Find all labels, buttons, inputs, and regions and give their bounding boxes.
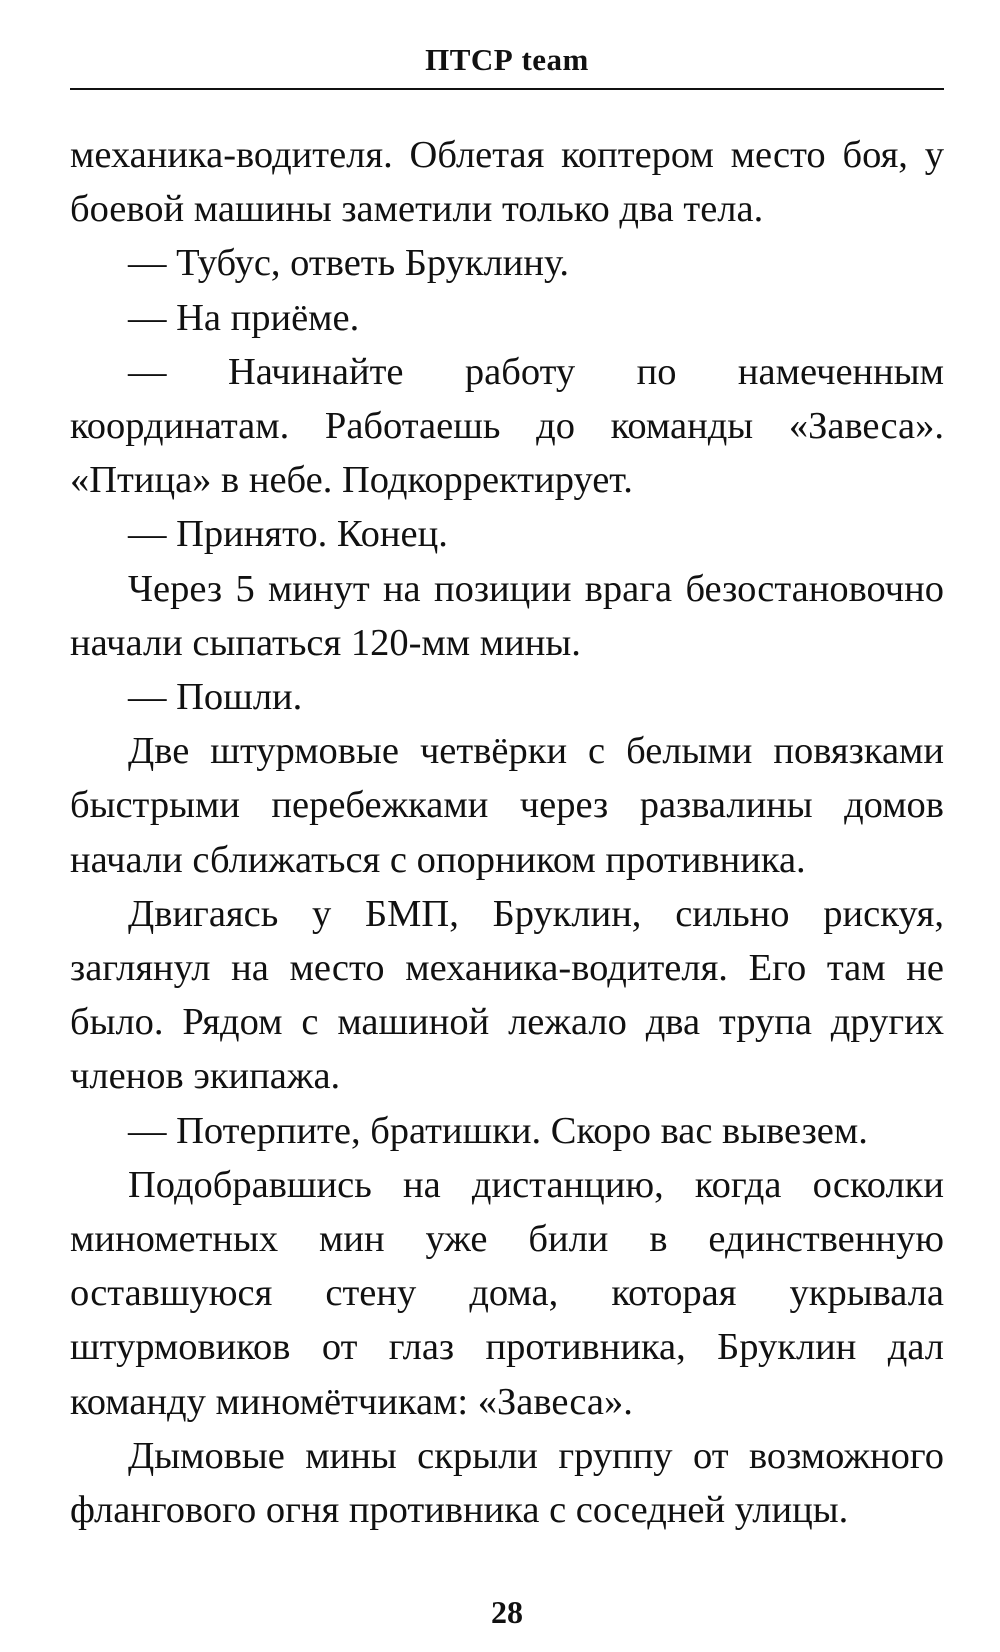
paragraph: Две штурмовые четвёрки с белыми повязками быстрыми перебежками через развалины домов начали сближаться с опорником противника. (70, 730, 944, 881)
header-rule (70, 88, 944, 90)
paragraph: — Начинайте работу по намеченным координатам. Работаешь до команды «Завеса». «Птица» в небе. Подкорректирует. (70, 350, 944, 502)
paragraph: Подобравшись на дистанцию, когда осколки минометных мин уже били в единственную оставшуюся стену дома, которая укрывала штурмовиков от глаз противника, Бруклин дал команду миномётчикам: «Завеса». (70, 1163, 944, 1423)
paragraph: Двигаясь у БМП, Бруклин, сильно рискуя, заглянул на место механика-водителя. Его там не было. Рядом с машиной лежало два трупа других членов экипажа. (70, 892, 944, 1098)
body-text (70, 128, 944, 1537)
paragraph: — Тубус, ответь Бруклину. (128, 242, 570, 285)
running-title: ПТСР team (425, 42, 589, 77)
paragraph: — Пошли. (128, 676, 303, 719)
paragraph: Дымовые мины скрыли группу от возможного флангового огня противника с соседней улицы. (70, 1434, 944, 1532)
paragraph: Через 5 минут на позиции врага безостановочно начали сыпаться 120-мм мины. (70, 567, 944, 664)
paragraph: — Потерпите, братишки. Скоро вас вывезем. (128, 1109, 868, 1152)
paragraph: — На приёме. (128, 296, 360, 339)
page-number: 28 (491, 1594, 523, 1630)
paragraph: — Принято. Конец. (128, 513, 448, 556)
paragraph: механика-водителя. Облетая коптером место боя, у боевой машины заметили только два тела. (70, 134, 944, 231)
